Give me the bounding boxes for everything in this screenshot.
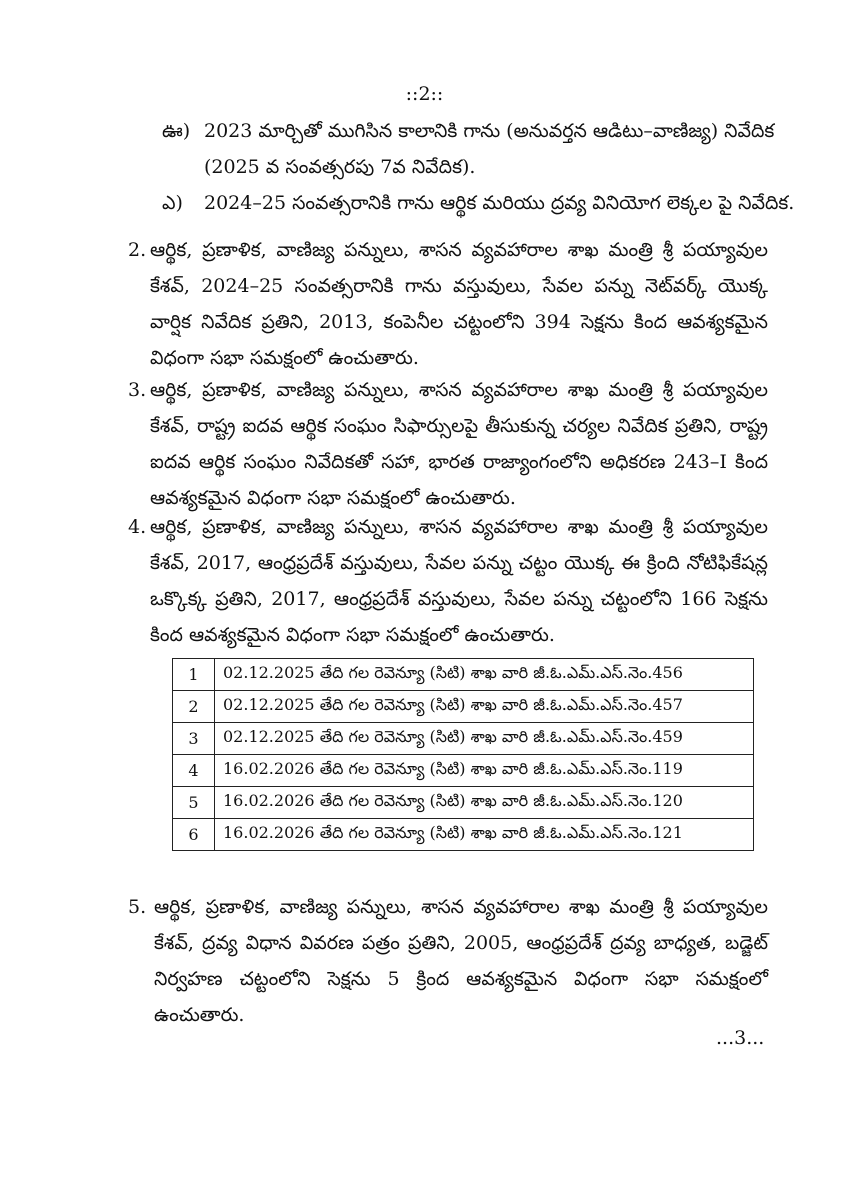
notification-cell: 02.12.2025 తేది గల రెవెన్యూ (సిటి) శాఖ వారి జీ.ఓ.ఎమ్.ఎస్.నెం.457 — [215, 691, 754, 723]
notifications-table — [172, 658, 754, 851]
subitem-text: 2023 మార్చితో ముగిసిన కాలానికి గాను (అనువర్తన ఆడిటు–వాణిజ్య) నివేదిక (2025 వ సంవత్సరపు 7వ నివేదిక). — [204, 120, 775, 178]
item-number: 5. — [128, 896, 147, 918]
item-text: ఆర్థిక, ప్రణాళిక, వాణిజ్య పన్నులు, శాసన వ్యవహారాల శాఖ మంత్రి శ్రీ పయ్యావుల కేశవ్, 2017, ఆంధ్రప్రదేశ్ వస్తువులు, సేవల పన్ను చట్టం యొక్క ఈ క్రింది నోటిఫికేషన్ల ఒక్కొక్క ప్రతిని, 2017, ఆంధ్రప్రదేశ్ వస్తువులు, సేవల పన్ను చట్టంలోని 166 సెక్షను కింద ఆవశ్యకమైన విధంగా సభా సమక్షంలో ఉంచుతారు. — [150, 516, 768, 646]
continued-page-marker: ...3... — [716, 1027, 765, 1049]
item-number: 3. — [128, 379, 147, 401]
notification-cell: 02.12.2025 తేది గల రెవెన్యూ (సిటి) శాఖ వారి జీ.ఓ.ఎమ్.ఎస్.నెం.459 — [215, 723, 754, 755]
item-number: 2. — [128, 239, 147, 261]
serial-number-cell: 3 — [173, 723, 215, 755]
item-text: ఆర్థిక, ప్రణాళిక, వాణిజ్య పన్నులు, శాసన వ్యవహారాల శాఖ మంత్రి శ్రీ పయ్యావుల కేశవ్, ద్రవ్య విధాన వివరణ పత్రం ప్రతిని, 2005, ఆంధ్రప్రదేశ్ ద్రవ్య బాధ్యత, బడ్జెట్ నిర్వహణ చట్టంలోని సెక్షను 5 క్రింద ఆవశ్యకమైన విధంగా సభా సమక్షంలో ఉంచుతారు. — [154, 896, 768, 1026]
page-number-marker: ::2:: — [405, 83, 444, 105]
item-text: ఆర్థిక, ప్రణాళిక, వాణిజ్య పన్నులు, శాసన వ్యవహారాల శాఖ మంత్రి శ్రీ పయ్యావుల కేశవ్, 2024–25 సంవత్సరానికి గాను వస్తువులు, సేవల పన్ను నెట్‌వర్క్ యొక్క వార్షిక నివేదిక ప్రతిని, 2013, కంపెనీల చట్టంలోని 394 సెక్షను కింద ఆవశ్యకమైన విధంగా సభా సమక్షంలో ఉంచుతారు. — [150, 239, 768, 369]
notification-cell: 16.02.2026 తేది గల రెవెన్యూ (సిటి) శాఖ వారి జీ.ఓ.ఎమ్.ఎస్.నెం.120 — [215, 787, 754, 819]
item-number: 4. — [128, 516, 147, 538]
agenda-item-4 — [128, 509, 768, 653]
agenda-item-2 — [128, 232, 768, 376]
subitem-marker: ఊ) — [162, 120, 191, 142]
table-row — [173, 787, 754, 819]
serial-number-cell: 4 — [173, 755, 215, 787]
subitem-text: 2024–25 సంవత్సరానికి గాను ఆర్థిక మరియు ద్రవ్య వినియోగ లెక్కల పై నివేదిక. — [204, 192, 795, 214]
notification-cell: 16.02.2026 తేది గల రెవెన్యూ (సిటి) శాఖ వారి జీ.ఓ.ఎమ్.ఎస్.నెం.121 — [215, 819, 754, 851]
table-row — [173, 819, 754, 851]
table-row — [173, 659, 754, 691]
notification-cell: 16.02.2026 తేది గల రెవెన్యూ (సిటి) శాఖ వారి జీ.ఓ.ఎమ్.ఎస్.నెం.119 — [215, 755, 754, 787]
subitem-e — [162, 185, 802, 221]
table-row — [173, 723, 754, 755]
table-row — [173, 691, 754, 723]
notification-cell: 02.12.2025 తేది గల రెవెన్యూ (సిటి) శాఖ వారి జీ.ఓ.ఎమ్.ఎస్.నెం.456 — [215, 659, 754, 691]
table-row — [173, 755, 754, 787]
serial-number-cell: 5 — [173, 787, 215, 819]
item-text: ఆర్థిక, ప్రణాళిక, వాణిజ్య పన్నులు, శాసన వ్యవహారాల శాఖ మంత్రి శ్రీ పయ్యావుల కేశవ్, రాష్ట్ర ఐదవ ఆర్థిక సంఘం సిఫార్సులపై తీసుకున్న చర్యల నివేదిక ప్రతిని, రాష్ట్ర ఐదవ ఆర్థిక సంఘం నివేదికతో సహా, భారత రాజ్యాంగంలోని అధికరణ 243–I కింద ఆవశ్యకమైన విధంగా సభా సమక్షంలో ఉంచుతారు. — [150, 379, 768, 509]
serial-number-cell: 1 — [173, 659, 215, 691]
agenda-item-5 — [128, 889, 768, 1033]
serial-number-cell: 6 — [173, 819, 215, 851]
serial-number-cell: 2 — [173, 691, 215, 723]
agenda-item-3 — [128, 372, 768, 516]
subitem-marker: ఎ) — [162, 192, 183, 214]
subitem-u — [162, 113, 802, 185]
